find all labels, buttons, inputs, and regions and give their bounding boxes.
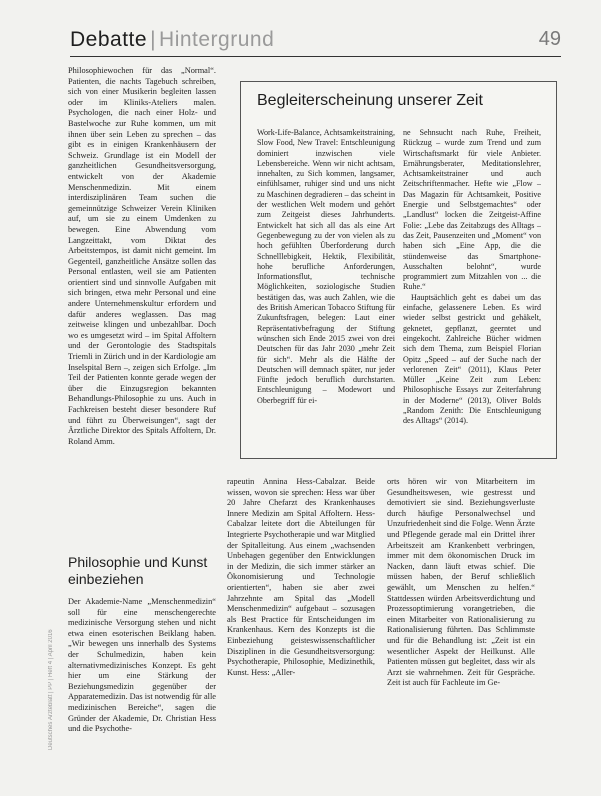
section-name: Debatte	[70, 28, 148, 51]
sidebar-column-2	[403, 128, 541, 448]
header-rule	[70, 56, 561, 57]
page-header	[70, 28, 561, 54]
sidebar-text-2: ne Sehnsucht nach Ruhe, Freiheit, Rückzug – wurde zum Trend und zum Wirtschaftsmarkt für viele Anbieter. Ernährungsberater, Meditationslehrer, Achtsamkeitstrainer und auch Zeitschriftenmacher. Hefte wie „Flow – Das Magazin für Achtsamkeit, Positive Energie und Selbstgemachtes“ oder „Landlust“ locken die Zeitgeist-Affine Folie: „Lebe das Zeitabzugs des Alltags – das Zeit, Pausenzeiten und „Moment“ von haben sich „Eine App, die die stündenweise das Smartphone-Ausschalten belohnt“, wurde programmiert zum Mitzahlen von ... die Ruhe.“	[403, 128, 541, 292]
body-text-1: Der Akademie-Name „Menschenmedizin“ soll für eine menschengerechte medizinische Versorgung stehen und nicht etwa einen esoterischen Beiklang haben. „Wir bewegen uns innerhalb des Systems der Schulmedizin, haben kein alternativmedizinisches Konzept. Es geht hier um eine Stärkung der Beziehungsmedizin gegenüber der Apparatemedizin. Das ist notwendig für alle medizinischen Bereiche“, sagen die Gründer der Akademie, Dr. Christian Hess und die Psychothe-	[68, 597, 216, 734]
section-separator: |	[150, 28, 157, 51]
sidebar-column-1	[257, 128, 395, 448]
sidebar-box	[240, 81, 557, 459]
article-column-1-intro	[68, 66, 216, 460]
margin-credit: Deutsches Ärzteblatt | PP | Heft 4 | April 2016	[48, 629, 54, 750]
article-column-1-body	[68, 597, 216, 787]
body-text-2: rapeutin Annina Hess-Cabalzar. Beide wissen, wovon sie sprechen: Hess war über 20 Jahre Chefarzt des Krankenhauses Innere Medizin am Spital Affoltern. Hess-Cabalzar leitete dort die Abteilungen für Integrierte Psychotherapie und war Mitglied der Spitalleitung. Aus einem „wachsenden Unbehagen gegenüber den Entwicklungen in der Medizin, die sich immer stärker an Ökonomisierung und Technologie orientierten“, haben sie aber zwei Jahrzehnte am Spital das „Modell Menschenmedizin“ aufgebaut – sozusagen als Best Practice für Entscheidungen im Krankenhaus. Kern des Konzepts ist die Einbeziehung geisteswissenschaftlicher Disziplinen in die Gesundheitsversorgung: Psychotherapie, Philosophie, Medizinethik, Kunst. Hess: „Aller-	[227, 477, 375, 677]
article-column-3	[387, 477, 535, 787]
sidebar-text-3: Hauptsächlich geht es dabei um das einfache, gelassenere Leben. Es wird wieder selbst gestrickt und gehäkelt, geknetet, gepflanzt, geerntet und eingekocht. Zahlreiche Bücher widmen sich dem Thema, zum Beispiel Florian Opitz „Speed – auf der Suche nach der verlorenen Zeit“ (2011), Klaus Peter Müller „Keine Zeit zum Leben: Philosophische Essays zur Zeiterfahrung in der Moderne“ (2013), Oliver Bolds „Random Zenith: Die Entschleunigung des Alltags“ (2014).	[403, 292, 541, 426]
intro-text: Philosophiewochen für das „Normal“. Patienten, die nachts Tagebuch schreiben, sich von einer Musikerin begleiten lassen oder im Kliniks-Ateliers malen. Psychologen, die nach einer Holz- und Bastelwoche zur Ruhe kommen, um mit ihnen über sein Leben zu sprechen – das gibt es in einigen Krankenhäusern der Schweiz. Grundlage ist ein Modell der ganzheitlichen Gesundheitsversorgung, entwickelt von der Akademie Menschenmedizin. Mit einem interdisziplinären Team suchen die gemeinnützige Schweizer Verein Kliniken auf, um sie zu einem Umdenken zu bewegen. Eine Abwendung vom Langzeittakt, vom Diktat des Arbeitstempos, ist damit nicht gemeint. Im Gegenteil, ganzheitliche Ansätze sollen das Personal entlasten, weil sie am Patienten orientiert sind und sinnvolle Aufgaben mit sich bringen, etwa mehr Personal und eine andere Unternehmenskultur erfordern und dafür anderes weglassen. Das mag zeitweise klingen und unbezahlbar. Doch wo es umgesetzt wird – im Spital Affoltern und der Gerontologie des Stadtspitals Triemli in Zürich und in der Kardiologie am Inselspital Bern –, zeigen sich Erfolge. „Im Teil der Patienten konnte gerade wegen der über die Einzugsregion bekannten Behandlungs-Philosophie zu uns. Auch in Fachkreisen besteht dieser besondere Ruf und führt zu Überweisungen“, sagt der Ärztliche Direktor des Spitals Affoltern, Dr. Roland Amm.	[68, 66, 216, 446]
section-title	[70, 28, 274, 52]
page-number: 49	[538, 28, 561, 50]
sidebar-text-1: Work-Life-Balance, Achtsamkeitstraining, Slow Food, New Travel: Entschleunigung dominiert inzwischen viele Lebensbereiche. Wenn wir nicht achtsam, innehalten, zu Sich kommen, langsamer, einfühlsamer, ruhiger sind und uns nicht zu Maschinen degradieren – das scheint in der westlichen Welt modern und gehört zum Zeitgeist dieses Jahrhunderts. Entwickelt hat sich all das als eine Art Gegenbewegung zu der von vielen als zu hoch gefühlten Überforderung durch Schnelllebigkeit, Hektik, Flexibilität, hohe berufliche Anforderungen, Informationsflut, technische Möglichkeiten, soziologische Studien bestätigen das, was auch Zahlen, wie die des British American Tobacco Stiftung für Zukunftsfragen, belegen: Laut einer Repräsentativbefragung der Stiftung wünschen sich Ende 2015 zwei von drei Deutschen für das Jahr 2030 „mehr Zeit für sich“. Mehr als die Hälfte der Deutschen will demnach später, nur jeder Fünfte jedoch beruflich durchstarten. Entschleunigung – Modewort und Oberbegriff für ei-	[257, 128, 395, 405]
subsection-name: Hintergrund	[159, 28, 275, 51]
body-text-3: orts hören wir von Mitarbeitern im Gesundheitswesen, wie gestresst und demotiviert sie sind. Beziehungsverluste durch häufige Personalwechsel und Unzufriedenheit sind die Folge. Wenn Ärzte und Pflegende gerade mal ein Drittel ihrer Arbeitszeit am Krankenbett verbringen, immer mit dem ökonomischen Druck im Nacken, dann läuft etwas schief. Die müssen haben, der Beruf schließlich gewählt, um Menschen zu helfen.“ Stattdessen würden Arbeitsverdichtung und Prozessoptimierung vorangetrieben, die einen Mitarbeiter von Rationalisierung zu Rationalisierung führten. Das Schlimmste und für die Behandlung ist: „Zeit ist ein wesentlicher Aspekt der Heilkunst. Alle Patienten müssen gut begleitet, dass wir als Arzt sie wahrnehmen. Zeit für Gespräche. Zeit ist auch für Fachleute im Ge-	[387, 477, 535, 688]
subheading: Philosophie und Kunst einbeziehen	[68, 554, 208, 587]
sidebar-title: Begleiterscheinung unserer Zeit	[257, 92, 483, 109]
article-column-2	[227, 477, 375, 787]
